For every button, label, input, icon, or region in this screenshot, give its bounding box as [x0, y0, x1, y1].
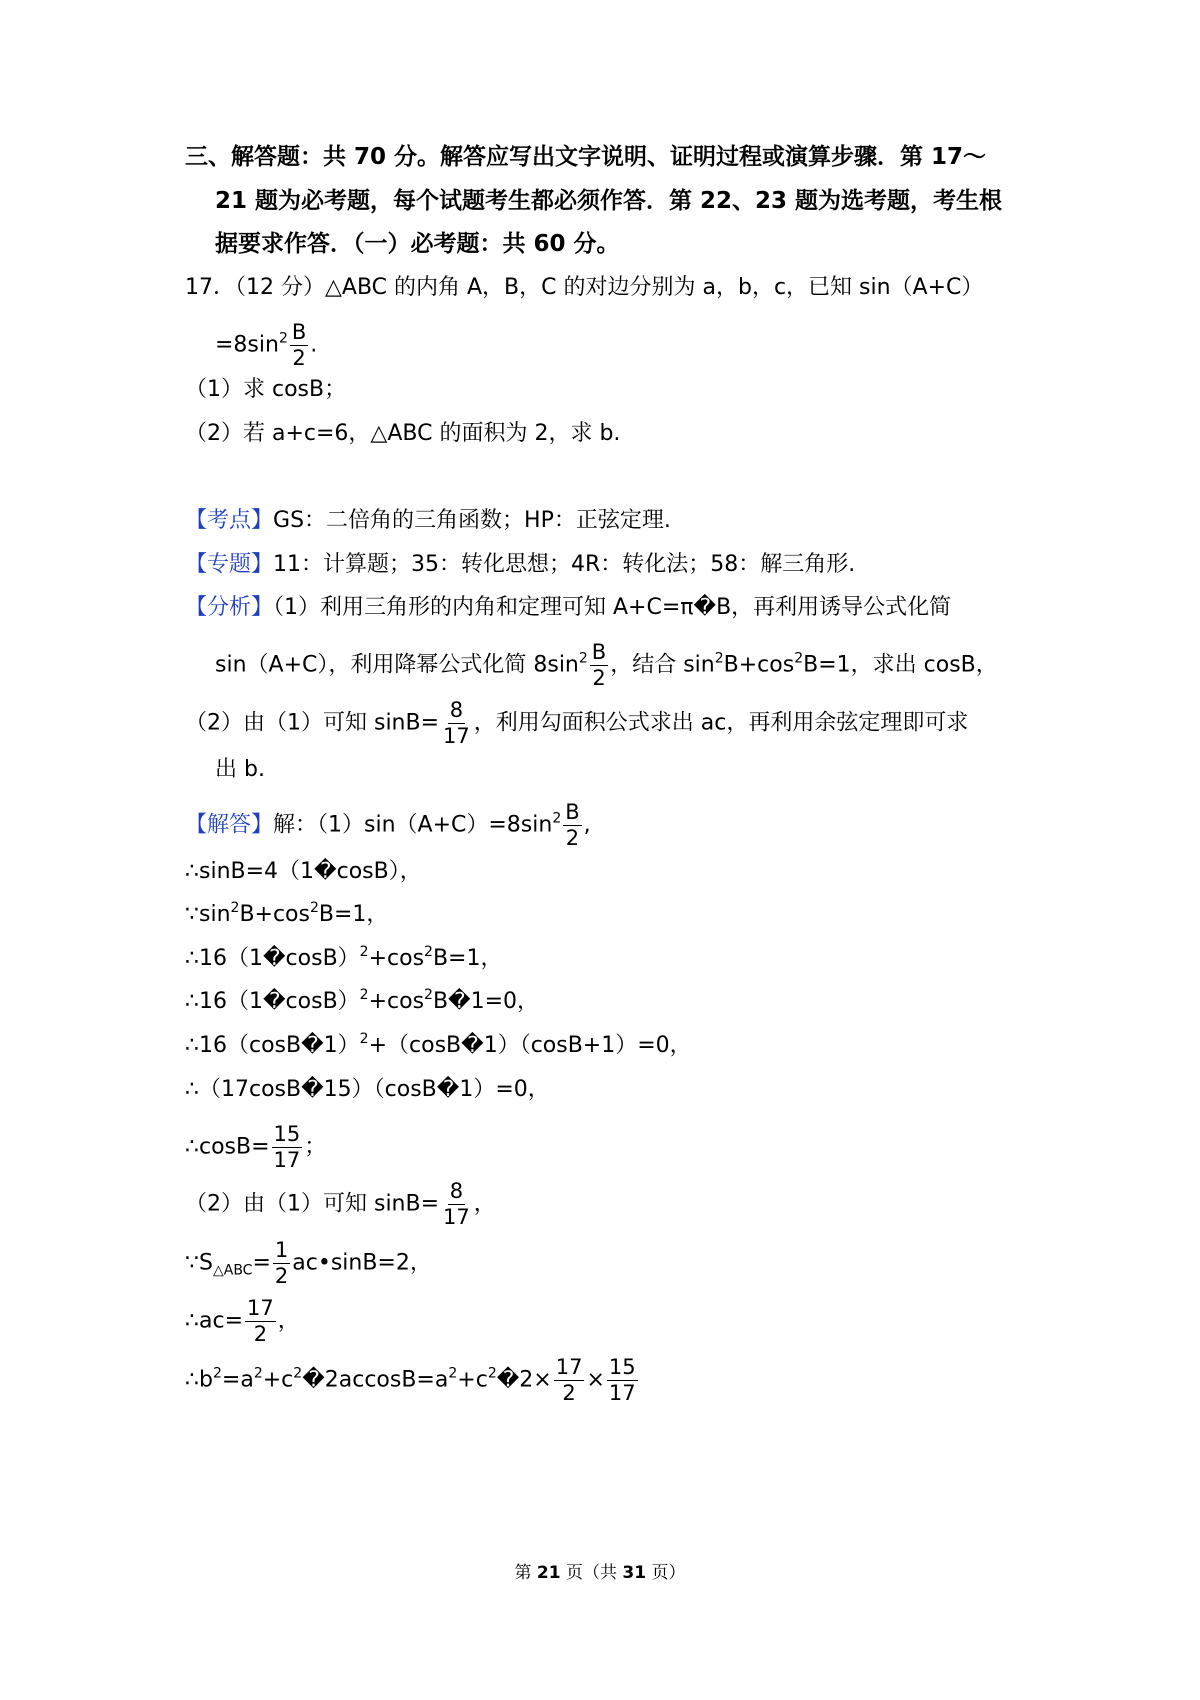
- solution-step: ∴cosB= $\frac{15}{17}$ ；: [185, 1122, 327, 1172]
- page-number: 21: [536, 1563, 561, 1583]
- solution-step: $\therefore b^2=a^2+c^2�2accosB=a^2+c^2�2\times$ $\frac{17}{2}$ × $\frac{15}{17}$: [185, 1355, 636, 1405]
- fraction: $\frac{B}{2}$: [591, 640, 607, 690]
- solution-step: $\therefore 16(1�\cos B)^2+\cos^2B�1=0$，: [185, 987, 540, 1014]
- solution-step: $\because S_{\triangle ABC}=$ $\frac{1}{2}$ ac•sinB=2，: [185, 1238, 432, 1288]
- jieda-line1: 【解答】解：$(1)\sin(A+C)=8\sin^2$ $\frac{B}{2}$ ,: [185, 800, 591, 850]
- fraction: $\frac{17}{2}$: [555, 1355, 583, 1405]
- fenxi-line2: sin（A+C），利用降幂公式化简 $8\sin^2$ $\frac{B}{2}$ ，结合 $\sin^2B+\cos^2B=1$，求出 cosB，: [215, 640, 998, 690]
- fraction: $\frac{8}{17}$: [443, 698, 470, 748]
- question-2: （2）若 a+c=6，△ABC 的面积为 2，求 b.: [185, 421, 621, 446]
- question-1: （1）求 cosB；: [185, 377, 347, 402]
- solution-step: ∴（17cosB�15）（cosB�1）=0，: [185, 1077, 550, 1102]
- fraction: $\frac{17}{2}$: [247, 1296, 274, 1346]
- fenxi-line3: （2）由（1）可知 sinB= $\frac{8}{17}$ ，利用勾面积公式求出 ac，再利用余弦定理即可求: [185, 698, 969, 748]
- solution-step: $\because\sin^2B+\cos^2B=1$，: [185, 900, 389, 927]
- kaodian-tag: 【考点】: [185, 508, 274, 533]
- page-total: 31: [622, 1563, 647, 1583]
- fenxi-tag: 【分析】: [185, 595, 274, 620]
- fenxi-line1: 【分析】（1）利用三角形的内角和定理可知 A+C=π�B，再利用诱导公式化简: [185, 595, 952, 620]
- solution-step: （2）由（1）可知 sinB= $\frac{8}{17}$ ，: [185, 1179, 496, 1229]
- section-heading-line2: 21 题为必考题，每个试题考生都必须作答．第 22、23 题为选考题，考生根: [215, 188, 1003, 214]
- fraction: $\frac{15}{17}$: [608, 1355, 636, 1405]
- fraction: $\frac{B}{2}$: [565, 800, 580, 850]
- solution-step: $\therefore 16(1�\cos B)^2+\cos^2B=1$，: [185, 944, 503, 971]
- section-heading-line1: 三、解答题：共 70 分。解答应写出文字说明、证明过程或演算步骤．第 17～: [185, 144, 987, 170]
- problem-stem-line2: $=8\sin^2$ $\frac{B}{2}$ .: [215, 320, 318, 370]
- problem-stem-line1: 17．（12 分）△ABC 的内角 A，B，C 的对边分别为 a，b，c，已知 sin（A+C）: [185, 275, 984, 300]
- fraction: $\frac{15}{17}$: [273, 1122, 301, 1172]
- solution-step: ∴sinB=4（1�cosB），: [185, 859, 422, 884]
- fraction: $\frac{1}{2}$: [274, 1238, 289, 1288]
- solution-step: ∴ac= $\frac{17}{2}$ ，: [185, 1296, 300, 1346]
- fraction: $\frac{B}{2}$: [291, 320, 307, 370]
- solution-step: ∴16（cosB�1）$^2$+（cosB�1）（cosB+1）=0，: [185, 1031, 692, 1058]
- fenxi-line4: 出 b.: [215, 757, 265, 782]
- fraction: $\frac{8}{17}$: [443, 1179, 470, 1229]
- zhuanti-line: 【专题】11：计算题；35：转化思想；4R：转化法；58：解三角形.: [185, 552, 856, 577]
- zhuanti-tag: 【专题】: [185, 552, 274, 577]
- jieda-tag: 【解答】: [185, 812, 274, 838]
- section-heading-line3: 据要求作答．（一）必考题：共 60 分。: [215, 231, 620, 257]
- kaodian-line: 【考点】GS：二倍角的三角函数；HP：正弦定理.: [185, 508, 671, 533]
- page-footer: 第 21 页（共 31 页）: [514, 1563, 686, 1583]
